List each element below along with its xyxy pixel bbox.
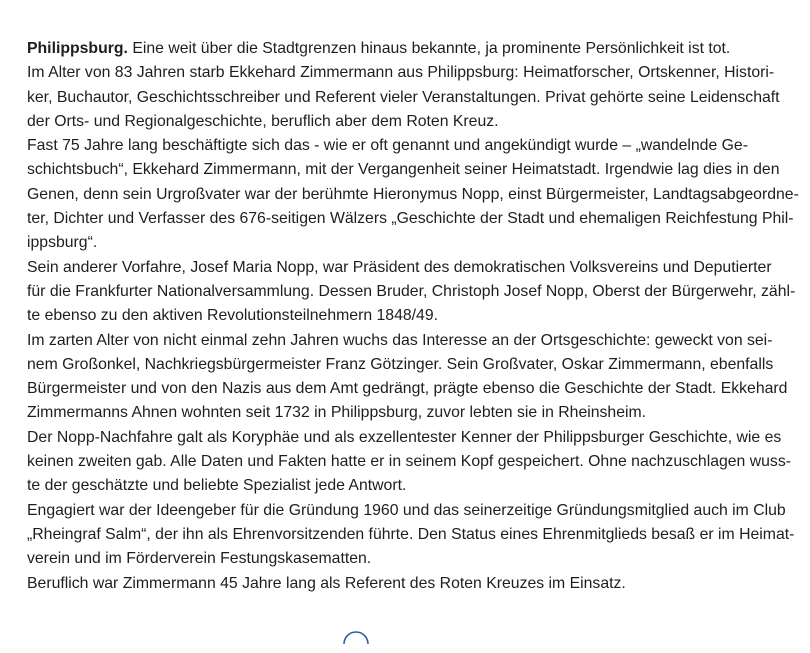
article-line-22: verein und im Förderverein Festungskasematten.: [27, 550, 372, 568]
article-line-23: Beruflich war Zimmermann 45 Jahre lang als Referent des Roten Kreuzes im Einsatz.: [27, 574, 626, 592]
article-line-15: Bürgermeister und von den Nazis aus dem Amt gedrängt, prägte ebenso die Geschichte der Stadt. Ekkehard: [27, 380, 788, 398]
article-text: Eine weit über die Stadtgrenzen hinaus bekannte, ja prominente Persönlichkeit ist tot.: [132, 40, 731, 57]
circle-icon-svg: [342, 630, 370, 644]
article-line-11: für die Frankfurter Nationalversammlung. Dessen Bruder, Christoph Josef Nopp, Oberst der Bürgerwehr, zähl-: [27, 282, 796, 300]
article-line-7: Genen, denn sein Urgroßvater war der berühmte Hieronymus Nopp, einst Bürgermeister, Landtagsabgeordne-: [27, 185, 799, 203]
article-line-14: nem Großonkel, Nachkriegsbürgermeister Franz Götzinger. Sein Großvater, Oskar Zimmermann, ebenfalls: [27, 355, 774, 373]
article-line-20: Engagiert war der Ideengeber für die Gründung 1960 und das seinerzeitige Gründungsmitglied auch im Club: [27, 501, 786, 519]
article-line-19: te der geschätzte und beliebte Spezialist jede Antwort.: [27, 477, 407, 495]
article-line-17: Der Nopp-Nachfahre galt als Koryphäe und als exzellentester Kenner der Philippsburger Geschichte, wie es: [27, 428, 782, 446]
article-line-2: Im Alter von 83 Jahren starb Ekkehard Zimmermann aus Philippsburg: Heimatforscher, Ortskenner, Histori-: [27, 64, 775, 82]
article-line-5: Fast 75 Jahre lang beschäftigte sich das - wie er oft genannt und angekündigt wurde – „wandelnde Ge-: [27, 137, 748, 155]
article-line-8: ter, Dichter und Verfasser des 676-seitigen Wälzers „Geschichte der Stadt und ehemaligen Reichfestung Phil-: [27, 210, 794, 228]
article-line-18: keinen zweiten gab. Alle Daten und Fakten hatte er in seinem Kopf gespeichert. Ohne nachzuschlagen wuss-: [27, 453, 791, 471]
article-line-3: ker, Buchautor, Geschichtsschreiber und Referent vieler Veranstaltungen. Privat gehörte seine Leidenschaft: [27, 88, 780, 106]
article-line-16: Zimmermanns Ahnen wohnten seit 1732 in Philippsburg, zuvor lebten sie in Rheinsheim.: [27, 404, 647, 422]
dateline: Philippsburg.: [27, 40, 128, 57]
article-line-4: der Orts- und Regionalgeschichte, beruflich aber dem Roten Kreuz.: [27, 112, 499, 130]
article-line-9: ippsburg“.: [27, 234, 98, 252]
article-body: [27, 37, 797, 596]
article-line-21: „Rheingraf Salm“, der ihn als Ehrenvorsitzenden führte. Den Status eines Ehrenmitglieds besaß er im Heimat-: [27, 525, 795, 543]
article-line-10: Sein anderer Vorfahre, Josef Maria Nopp, war Präsident des demokratischen Volksvereins und Deputierter: [27, 258, 772, 276]
article-line-1: [27, 37, 797, 61]
article-line-13: Im zarten Alter von nicht einmal zehn Jahren wuchs das Interesse an der Ortsgeschichte: geweckt von sei-: [27, 331, 773, 349]
article-line-6: schichtsbuch“, Ekkehard Zimmermann, mit der Vergangenheit seiner Heimatstadt. Irgendwie lag dies in den: [27, 161, 780, 179]
circle-icon: [342, 630, 370, 644]
article-line-12: te ebenso zu den aktiven Revolutionsteilnehmern 1848/49.: [27, 307, 438, 325]
